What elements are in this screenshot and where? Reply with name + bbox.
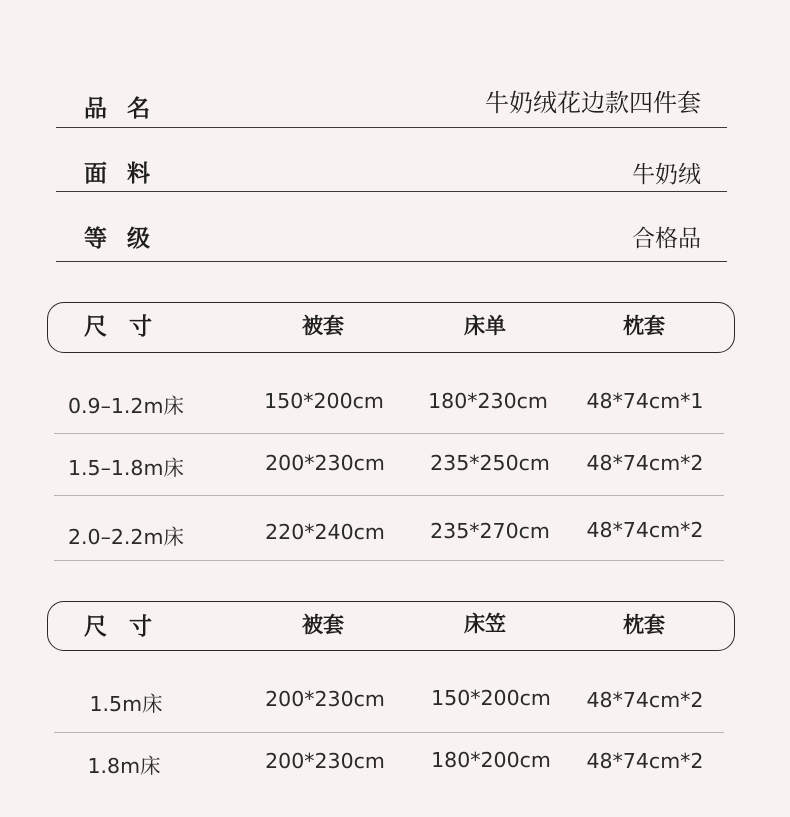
info-row-name: [56, 80, 727, 128]
size-table-1-header: [47, 302, 735, 353]
size-table-2-header: [47, 601, 735, 651]
header-pillowcase: 枕套: [623, 314, 665, 338]
row-size: 1.5–1.8m床: [68, 456, 184, 480]
header-sheet: 床单: [464, 314, 506, 338]
row-sheet: 235*270cm: [430, 519, 550, 543]
info-value: 合格品: [632, 226, 701, 252]
header-duvet: 被套: [302, 613, 344, 637]
row-pillowcase: 48*74cm*2: [586, 451, 704, 475]
row-size: 0.9–1.2m床: [68, 394, 184, 418]
table-row: [54, 353, 724, 434]
row-sheet: 235*250cm: [430, 451, 550, 475]
header-duvet: 被套: [302, 314, 344, 338]
header-pillowcase: 枕套: [623, 613, 665, 637]
info-value: 牛奶绒: [632, 162, 701, 188]
row-pillowcase: 48*74cm*1: [586, 389, 704, 413]
row-fitted-sheet: 150*200cm: [431, 686, 551, 710]
row-duvet: 150*200cm: [264, 389, 384, 413]
info-label: 面料: [84, 161, 170, 187]
info-row-fabric: [56, 127, 727, 192]
row-duvet: 200*230cm: [265, 451, 385, 475]
row-duvet: 200*230cm: [265, 687, 385, 711]
row-pillowcase: 48*74cm*2: [586, 688, 704, 712]
row-size: 1.8m床: [87, 754, 161, 778]
info-value: 牛奶绒花边款四件套: [485, 89, 701, 117]
info-label: 等级: [84, 226, 170, 252]
table-row: [54, 495, 724, 561]
row-pillowcase: 48*74cm*2: [586, 518, 704, 542]
row-sheet: 180*230cm: [428, 389, 548, 413]
row-duvet: 220*240cm: [265, 520, 385, 544]
row-duvet: 200*230cm: [265, 749, 385, 773]
table-row: [54, 732, 724, 802]
info-row-grade: [56, 191, 727, 262]
row-size: 1.5m床: [89, 692, 163, 716]
row-fitted-sheet: 180*200cm: [431, 748, 551, 772]
header-size: 尺寸: [84, 614, 174, 640]
info-label: 品名: [84, 96, 170, 122]
header-fitted-sheet: 床笠: [464, 612, 506, 636]
table-row: [54, 651, 724, 733]
table-row: [54, 433, 724, 496]
header-size: 尺寸: [84, 314, 174, 340]
row-pillowcase: 48*74cm*2: [586, 749, 704, 773]
row-size: 2.0–2.2m床: [68, 525, 184, 549]
